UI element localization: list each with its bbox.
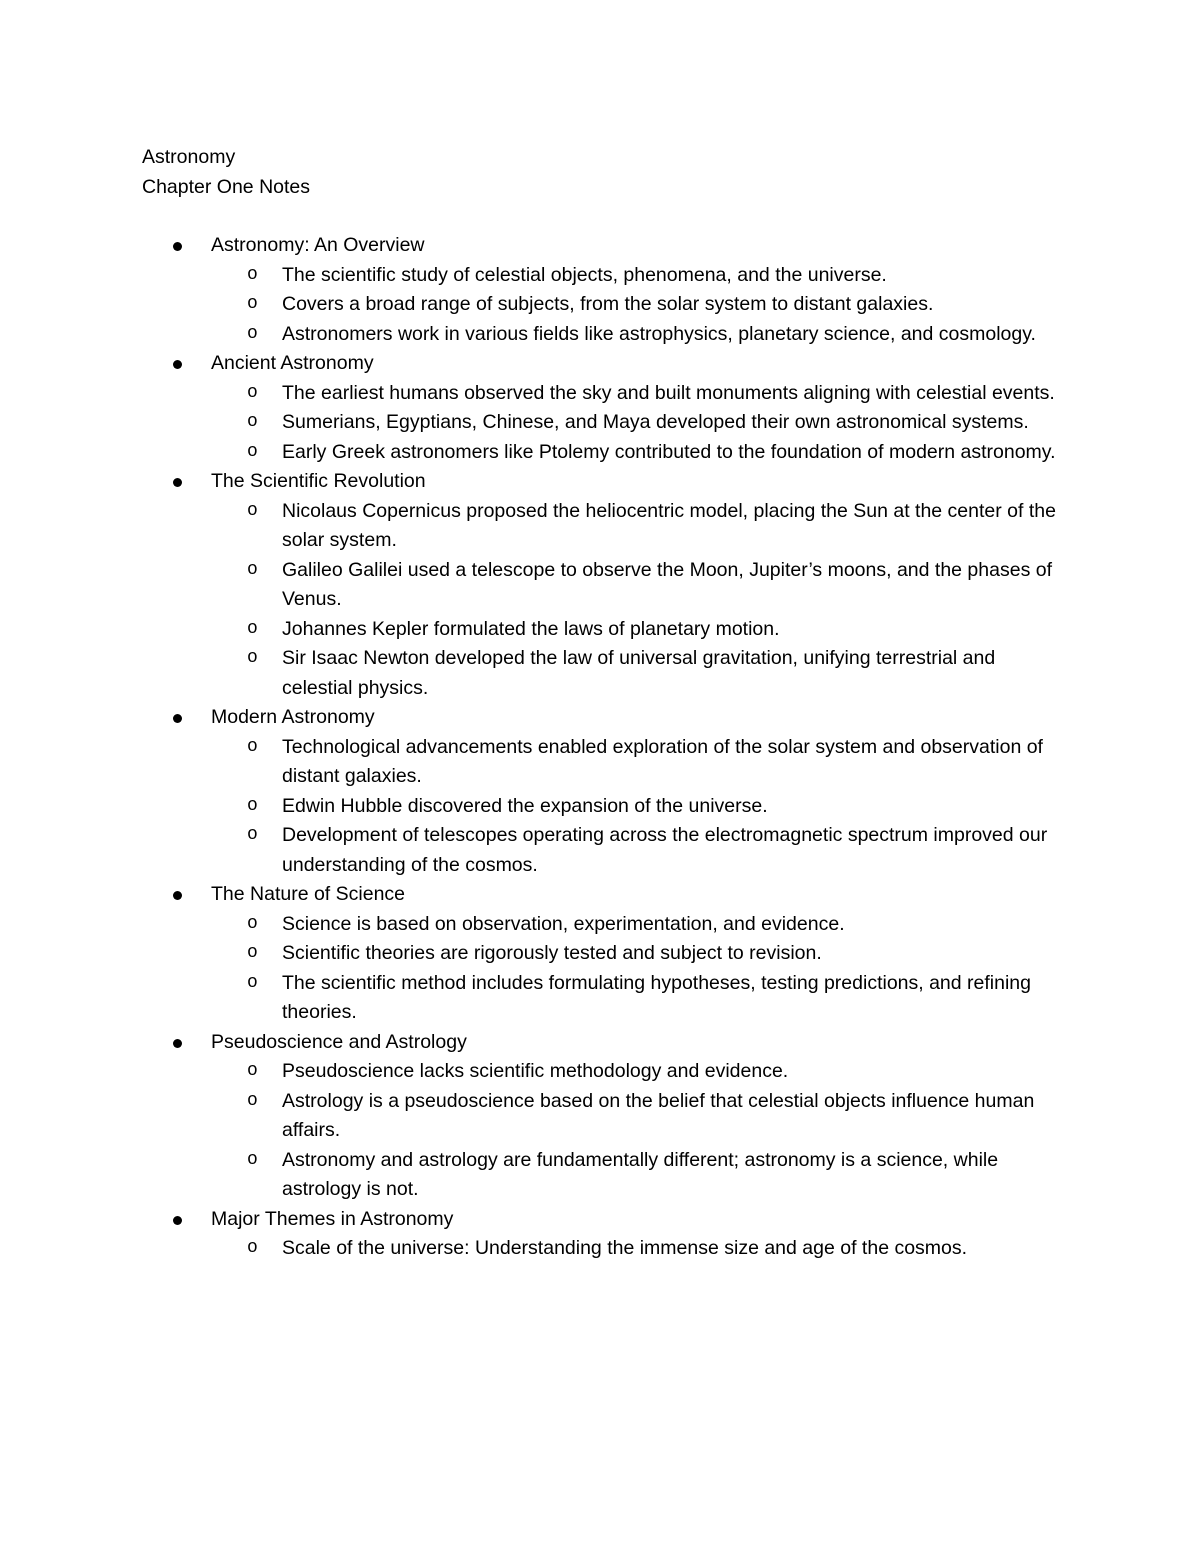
sub-point bbox=[211, 969, 1062, 1028]
bullet-dot-icon bbox=[173, 242, 182, 251]
outline-section bbox=[142, 703, 1062, 880]
bullet-dot-icon bbox=[173, 478, 182, 487]
sub-point-text: Johannes Kepler formulated the laws of planetary motion. bbox=[282, 617, 780, 640]
outline-section bbox=[142, 1205, 1062, 1264]
sub-point bbox=[211, 733, 1062, 792]
sub-point bbox=[211, 1234, 1062, 1264]
sub-point-text: Pseudoscience lacks scientific methodology and evidence. bbox=[282, 1060, 789, 1082]
sub-point-text: The scientific study of celestial objects, phenomena, and the universe. bbox=[282, 263, 887, 286]
hollow-bullet-icon: o bbox=[247, 825, 258, 845]
hollow-bullet-icon: o bbox=[247, 972, 258, 993]
outline-section bbox=[142, 880, 1062, 1028]
sub-point-text: Science is based on observation, experimentation, and evidence. bbox=[282, 912, 845, 935]
sub-point-text: Nicolaus Copernicus proposed the heliocentric model, placing the Sun at the center of the solar system. bbox=[282, 499, 1056, 551]
sub-point bbox=[211, 320, 1062, 350]
sub-point-text: The scientific method includes formulating hypotheses, testing predictions, and refining theories. bbox=[282, 971, 1031, 1023]
hollow-bullet-icon: o bbox=[247, 264, 258, 285]
sub-point-list bbox=[211, 910, 1062, 1028]
hollow-bullet-icon: o bbox=[247, 913, 258, 934]
sub-point-text: Technological advancements enabled exploration of the solar system and observation of distant galaxies. bbox=[282, 735, 1043, 787]
hollow-bullet-icon: o bbox=[247, 736, 258, 757]
notes-outline bbox=[142, 231, 1062, 1264]
hollow-bullet-icon: o bbox=[247, 795, 258, 816]
sub-point bbox=[211, 1146, 1062, 1205]
hollow-bullet-icon: o bbox=[247, 441, 258, 462]
hollow-bullet-icon: o bbox=[247, 382, 258, 403]
hollow-bullet-icon: o bbox=[247, 500, 258, 521]
hollow-bullet-icon: o bbox=[247, 618, 258, 639]
sub-point-text: The earliest humans observed the sky and built monuments aligning with celestial events. bbox=[282, 381, 1055, 404]
sub-point bbox=[211, 408, 1062, 438]
sub-point-list bbox=[211, 733, 1062, 881]
bullet-dot-icon bbox=[173, 1216, 182, 1225]
hollow-bullet-icon: o bbox=[247, 559, 258, 580]
sub-point-list bbox=[211, 497, 1062, 704]
section-heading: The Scientific Revolution bbox=[211, 470, 426, 492]
sub-point-text: Astrology is a pseudoscience based on the belief that celestial objects influence human affairs. bbox=[282, 1089, 1035, 1141]
document-subtitle: Chapter One Notes bbox=[142, 175, 311, 198]
hollow-bullet-icon: o bbox=[247, 412, 258, 432]
sub-point-text: Early Greek astronomers like Ptolemy contributed to the foundation of modern astronomy. bbox=[282, 440, 1056, 463]
document-title: Astronomy bbox=[142, 146, 236, 168]
hollow-bullet-icon: o bbox=[247, 294, 258, 314]
sub-point bbox=[211, 261, 1062, 291]
outline-section bbox=[142, 467, 1062, 703]
sub-point-list bbox=[211, 379, 1062, 468]
section-heading: Ancient Astronomy bbox=[211, 352, 374, 374]
sub-point-text: Astronomy and astrology are fundamentally different; astronomy is a science, while astrology is not. bbox=[282, 1148, 999, 1200]
section-heading: The Nature of Science bbox=[211, 883, 406, 905]
sub-point-list bbox=[211, 261, 1062, 350]
sub-point bbox=[211, 644, 1062, 703]
sub-point bbox=[211, 556, 1062, 615]
sub-point-text: Galileo Galilei used a telescope to observe the Moon, Jupiter’s moons, and the phases of Venus. bbox=[282, 558, 1052, 610]
sub-point bbox=[211, 821, 1062, 880]
sub-point-list bbox=[211, 1234, 1062, 1264]
section-heading: Pseudoscience and Astrology bbox=[211, 1030, 467, 1053]
sub-point-list bbox=[211, 1057, 1062, 1205]
bullet-dot-icon bbox=[173, 1039, 182, 1048]
sub-point bbox=[211, 290, 1062, 320]
sub-point bbox=[211, 615, 1062, 645]
sub-point bbox=[211, 910, 1062, 940]
sub-point bbox=[211, 438, 1062, 468]
hollow-bullet-icon: o bbox=[247, 323, 258, 344]
outline-section bbox=[142, 349, 1062, 467]
hollow-bullet-icon: o bbox=[247, 943, 258, 963]
bullet-dot-icon bbox=[173, 714, 182, 723]
sub-point bbox=[211, 379, 1062, 409]
sub-point-text: Astronomers work in various fields like astrophysics, planetary science, and cosmology. bbox=[282, 322, 1036, 345]
sub-point bbox=[211, 497, 1062, 556]
sub-point-text: Scientific theories are rigorously tested and subject to revision. bbox=[282, 942, 822, 964]
sub-point-text: Edwin Hubble discovered the expansion of the universe. bbox=[282, 794, 768, 817]
hollow-bullet-icon: o bbox=[247, 648, 258, 668]
hollow-bullet-icon: o bbox=[247, 1149, 258, 1170]
outline-section bbox=[142, 1028, 1062, 1205]
sub-point-text: Scale of the universe: Understanding the immense size and age of the cosmos. bbox=[282, 1237, 968, 1259]
hollow-bullet-icon: o bbox=[247, 1061, 258, 1081]
outline-section bbox=[142, 231, 1062, 349]
blank-line bbox=[142, 202, 1062, 231]
bullet-dot-icon bbox=[173, 891, 182, 900]
section-heading: Astronomy: An Overview bbox=[211, 234, 425, 256]
sub-point bbox=[211, 939, 1062, 969]
sub-point bbox=[211, 1087, 1062, 1146]
section-heading: Modern Astronomy bbox=[211, 706, 375, 728]
sub-point bbox=[211, 1057, 1062, 1087]
section-heading: Major Themes in Astronomy bbox=[211, 1207, 454, 1230]
sub-point-text: Covers a broad range of subjects, from the solar system to distant galaxies. bbox=[282, 293, 934, 315]
hollow-bullet-icon: o bbox=[247, 1238, 258, 1258]
sub-point-text: Sir Isaac Newton developed the law of universal gravitation, unifying terrestrial and celestial physics. bbox=[282, 647, 996, 699]
hollow-bullet-icon: o bbox=[247, 1090, 258, 1111]
sub-point bbox=[211, 792, 1062, 822]
sub-point-text: Sumerians, Egyptians, Chinese, and Maya developed their own astronomical systems. bbox=[282, 411, 1029, 433]
sub-point-text: Development of telescopes operating across the electromagnetic spectrum improved our understanding of the cosmos. bbox=[282, 824, 1048, 876]
document-page bbox=[142, 143, 1062, 1264]
bullet-dot-icon bbox=[173, 360, 182, 369]
